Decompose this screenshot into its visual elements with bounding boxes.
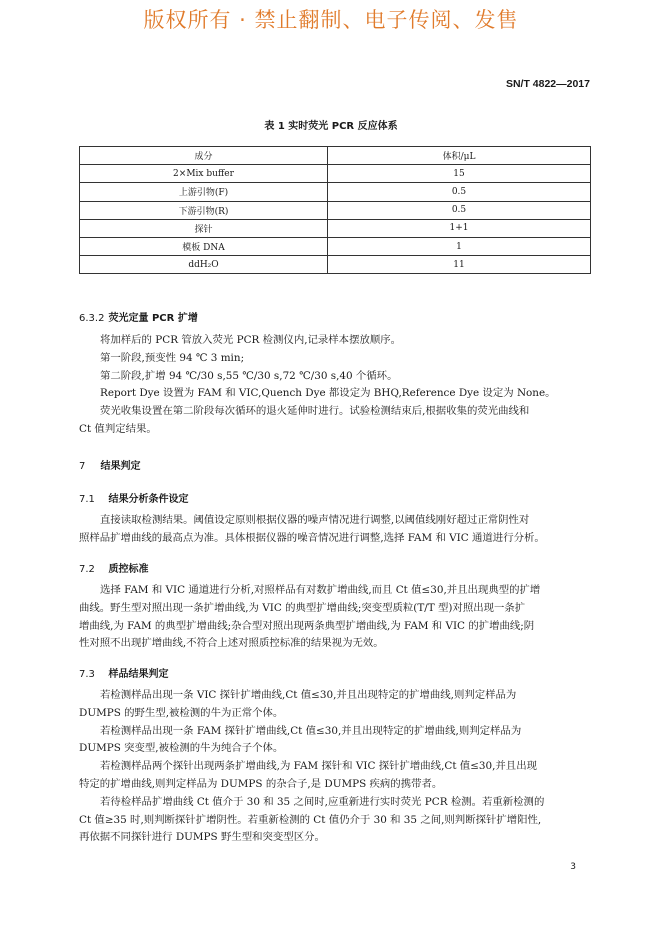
paragraph-line: 曲线。野生型对照出现一条扩增曲线,为 VIC 的典型扩增曲线;突变型质粒(T/T 型)对照出现一条扩 [79, 601, 526, 614]
paragraph-line: 特定的扩增曲线,则判定样品为 DUMPS 的杂合子,是 DUMPS 疾病的携带者。 [79, 777, 443, 790]
table-cell: 模板 DNA [80, 237, 328, 255]
table-header-cell: 成分 [80, 147, 328, 165]
section-title: 荧光定量 PCR 扩增 [108, 313, 198, 324]
section-number: 6.3.2 [79, 313, 105, 324]
heading-7-1 [79, 490, 188, 505]
table-row [80, 219, 591, 237]
section-title: 结果分析条件设定 [108, 494, 189, 505]
table-cell: 2×Mix buffer [80, 165, 328, 183]
section-number: 7 [79, 461, 86, 472]
table-row [80, 256, 591, 274]
section-title: 结果判定 [100, 461, 141, 472]
paragraph-line: 若检测样品出现一条 FAM 探针扩增曲线,Ct 值≤30,并且出现特定的扩增曲线,则判定样品为 [100, 724, 522, 737]
table-row [80, 165, 591, 183]
document-number: SN/T 4822—2017 [505, 78, 590, 90]
table-header-row [80, 147, 591, 165]
paragraph-line: 选择 FAM 和 VIC 通道进行分析,对照样品有对数扩增曲线,而且 Ct 值≤30,并且出现典型的扩增 [100, 584, 541, 596]
section-7-2-body [79, 582, 591, 653]
heading-6-3-2 [79, 309, 198, 324]
paragraph-line: 照样品扩增曲线的最高点为准。具体根据仪器的噪音情况进行调整,选择 FAM 和 VIC 通道进行分析。 [79, 531, 545, 544]
table-cell: 1+1 [328, 219, 591, 237]
paragraph-line: 荧光收集设置在第二阶段每次循环的退火延伸时进行。试验检测结束后,根据收集的荧光曲线和 [100, 405, 530, 418]
paragraph-line: 性对照不出现扩增曲线,不符合上述对照质控标准的结果视为无效。 [79, 637, 384, 650]
paragraph-line: 将加样后的 PCR 管放入荧光 PCR 检测仪内,记录样本摆放顺序。 [100, 334, 402, 346]
paragraph-line: 直接读取检测结果。阈值设定原则根据仪器的噪声情况进行调整,以阈值线刚好超过正常阴性对 [100, 514, 530, 526]
table-row [80, 201, 591, 219]
heading-7-3 [79, 665, 168, 680]
table-header-cell: 体积/μL [328, 147, 591, 165]
table-title: 表 1 实时荧光 PCR 反应体系 [264, 121, 398, 132]
paragraph-line: 第一阶段,预变性 94 ℃ 3 min; [100, 351, 245, 364]
heading-7-2 [79, 560, 148, 575]
table-cell: ddH₂O [80, 256, 328, 274]
table-cell: 下游引物(R) [80, 201, 328, 219]
paragraph-line: Ct 值≥35 时,则判断探针扩增阴性。若重新检测的 Ct 值仍介于 30 和 35 之间,则判断探针扩增阳性, [79, 813, 542, 826]
page-number: 3 [570, 862, 576, 872]
reaction-table [79, 146, 591, 274]
section-7-3-body [79, 687, 591, 847]
paragraph-line: 第二阶段,扩增 94 ℃/30 s,55 ℃/30 s,72 ℃/30 s,40 个循环。 [100, 369, 398, 382]
heading-7 [79, 457, 140, 472]
table-cell: 1 [328, 237, 591, 255]
paragraph-line: Ct 值判定结果。 [79, 422, 157, 435]
section-title: 质控标准 [108, 564, 149, 575]
paragraph-line: DUMPS 突变型,被检测的牛为纯合子个体。 [79, 742, 284, 755]
table-cell: 上游引物(F) [80, 183, 328, 201]
section-title: 样品结果判定 [108, 669, 169, 680]
table-cell: 探针 [80, 219, 328, 237]
table-cell: 0.5 [328, 183, 591, 201]
section-7-1-body [79, 512, 591, 548]
paragraph-line: Report Dye 设置为 FAM 和 VIC,Quench Dye 都设定为 BHQ,Reference Dye 设定为 None。 [100, 387, 556, 400]
section-number: 7.1 [79, 494, 95, 505]
table-row [80, 237, 591, 255]
paragraph-line: DUMPS 的野生型,被检测的牛为正常个体。 [79, 706, 284, 719]
paragraph-line: 若检测样品两个探针出现两条扩增曲线,为 FAM 探针和 VIC 探针扩增曲线,Ct 值≤30,并且出现 [100, 760, 537, 773]
table-cell: 0.5 [328, 201, 591, 219]
paragraph-line: 再依据不同探针进行 DUMPS 野生型和突变型区分。 [79, 831, 325, 844]
table-cell: 11 [328, 256, 591, 274]
table-cell: 15 [328, 165, 591, 183]
section-number: 7.3 [79, 669, 95, 680]
paragraph-line: 若检测样品出现一条 VIC 探针扩增曲线,Ct 值≤30,并且出现特定的扩增曲线,则判定样品为 [100, 689, 517, 701]
section-number: 7.2 [79, 564, 95, 575]
paragraph-line: 若待检样品扩增曲线 Ct 值介于 30 和 35 之间时,应重新进行实时荧光 PCR 检测。若重新检测的 [100, 795, 545, 808]
table-row [80, 183, 591, 201]
copyright-watermark: 版权所有 · 禁止翻制、电子传阅、发售 [143, 8, 519, 32]
section-6-3-2-body [79, 332, 591, 439]
paragraph-line: 增曲线,为 FAM 的典型扩增曲线;杂合型对照出现两条典型扩增曲线,为 FAM 和 VIC 的扩增曲线;阴 [79, 619, 535, 632]
